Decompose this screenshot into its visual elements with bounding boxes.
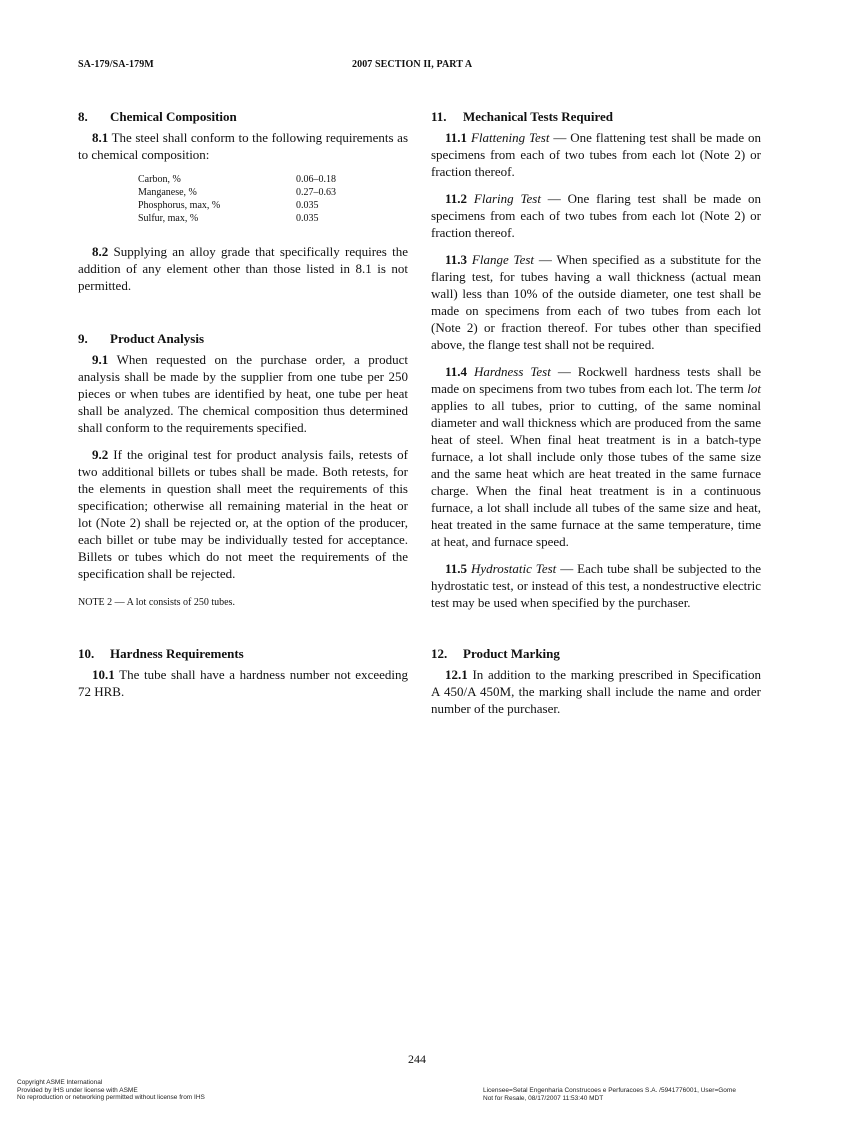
footer-copyright [17,1079,205,1102]
paragraph-8-1 [78,129,408,163]
paragraph-number: 9.2 [92,447,109,462]
element-value: 0.035 [296,213,319,224]
paragraph-title: Flattening Test [470,130,550,145]
paragraph-number: 9.1 [92,352,109,367]
footer-license [483,1087,736,1102]
element-label: Sulfur, max, % [138,213,199,224]
section-number: 8. [78,109,88,124]
running-header-left: SA-179/SA-179M [78,59,154,70]
footer-line: No reproduction or networking permitted without license from IHS [17,1094,205,1101]
page-number: 244 [408,1052,426,1066]
paragraph-text: — Rockwell hardness tests shall be made on specimens from two tubes from each lot. The term [431,364,762,396]
paragraph-title: Hardness Test [474,364,551,379]
element-value: 0.035 [296,200,319,211]
section-title: Product Analysis [110,331,205,346]
table-row [138,212,336,225]
paragraph-number: 11.4 [445,364,468,379]
paragraph-number: 11.1 [445,130,468,145]
paragraph-text: — One flattening test shall be made on specimens from each of two tubes from each lot (Note 2) or fraction thereof. [431,130,762,179]
section-10-heading [78,645,408,662]
section-number: 12. [431,646,448,661]
paragraph-text: When requested on the purchase order, a product analysis shall be made by the supplier from one tube per 250 pieces or when tubes are identified by heat, one tube per heat shall be analyzed. The chemical composition thus determined shall conform to the requirements specified. [78,352,409,435]
section-title: Chemical Composition [110,109,237,124]
paragraph-text: The tube shall have a hardness number not exceeding 72 HRB. [78,667,409,699]
paragraph-text: — Each tube shall be subjected to the hydrostatic test, or instead of this test, a nondestructive electric test may be used when specified by the purchaser. [431,561,762,610]
paragraph-number: 12.1 [445,667,468,682]
element-label: Carbon, % [138,174,181,185]
paragraph-number: 11.5 [445,561,468,576]
paragraph-9-2 [78,446,408,582]
paragraph-number: 11.3 [445,252,468,267]
section-title: Product Marking [463,646,560,661]
table-row [138,199,336,212]
paragraph-title: Flange Test [471,252,535,267]
element-value: 0.27–0.63 [296,187,336,198]
table-row [138,173,336,186]
paragraph-11-2 [431,190,761,241]
running-header-center: 2007 SECTION II, PART A [352,59,473,70]
section-title: Mechanical Tests Required [463,109,613,124]
section-8-heading [78,108,408,125]
section-number: 10. [78,646,95,661]
paragraph-11-1 [431,129,761,180]
table-row [138,186,336,199]
footer-line: Not for Resale, 08/17/2007 11:53:40 MDT [483,1094,604,1102]
section-12-heading [431,645,761,662]
paragraph-12-1 [431,666,761,717]
paragraph-text: The steel shall conform to the following requirements as to chemical composition: [78,130,409,162]
paragraph-text: — One flaring test shall be made on specimens from each of two tubes from each lot (Note 2) or fraction thereof. [431,191,762,240]
right-column [431,108,761,727]
element-label: Phosphorus, max, % [138,200,221,211]
paragraph-number: 8.2 [92,244,109,259]
footer-line: Licensee=Setal Engenharia Construcoes e Perfuracoes S.A. /5941776001, User=Gome [483,1087,736,1094]
element-value: 0.06–0.18 [296,174,336,185]
paragraph-text: Supplying an alloy grade that specifically requires the addition of any element other than those listed in 8.1 is not permitted. [78,244,408,293]
paragraph-11-5 [431,560,761,611]
paragraph-text: applies to all tubes, prior to cutting, of the same nominal diameter and wall thickness which are produced from the same heat of steel. When final heat treatment is in a batch-type furnace, a lot shall include only those tubes of the same size and the same heat which are heat treated in the same furnace charge. When the final heat treatment is in a continuous furnace, a lot shall include all tubes of the same size and heat, heat treated in the same furnace at the same temperature, time at heat, and furnace speed. [431,398,761,549]
paragraph-number: 10.1 [92,667,115,682]
paragraph-11-3 [431,251,761,353]
paragraph-8-2 [78,243,408,294]
paragraph-text: In addition to the marking prescribed in Specification A 450/A 450M, the marking shall include the name and order number of the purchaser. [431,667,762,716]
footer-line: Provided by IHS under license with ASME [17,1086,138,1094]
term-lot: lot [747,381,761,396]
note-2: NOTE 2 — A lot consists of 250 tubes. [78,597,235,608]
section-number: 9. [78,331,88,346]
paragraph-number: 11.2 [445,191,468,206]
section-9-heading [78,330,408,347]
element-label: Manganese, % [138,187,197,198]
section-title: Hardness Requirements [110,646,244,661]
paragraph-text: — When specified as a substitute for the flaring test, for tubes having a wall thickness (actual mean wall) less than 10% of the outside diameter, one test shall be made on specimens from each of two tubes from each lot (Note 2) or fraction thereof. For tubes other than specified above, the flange test shall not be required. [431,252,761,352]
left-column [78,108,408,710]
paragraph-number: 8.1 [92,130,109,145]
section-number: 11. [431,109,447,124]
paragraph-11-4 [431,363,761,550]
footer-line: Copyright ASME International [17,1079,103,1086]
chemical-composition-table [138,173,336,225]
paragraph-10-1 [78,666,408,700]
paragraph-text: If the original test for product analysis fails, retests of two additional billets or tubes shall be made. Both retests, for the elements in question shall meet the requirements of this specification; otherwise all remaining material in the heat or lot (Note 2) shall be rejected or, at the option of the producer, each billet or tube may be individually tested for acceptance. Billets or tubes which do not meet the requirements of the specification shall be rejected. [78,447,408,581]
section-11-heading [431,108,761,125]
paragraph-9-1 [78,351,408,436]
paragraph-title: Flaring Test [473,191,541,206]
paragraph-title: Hydrostatic Test [470,561,557,576]
